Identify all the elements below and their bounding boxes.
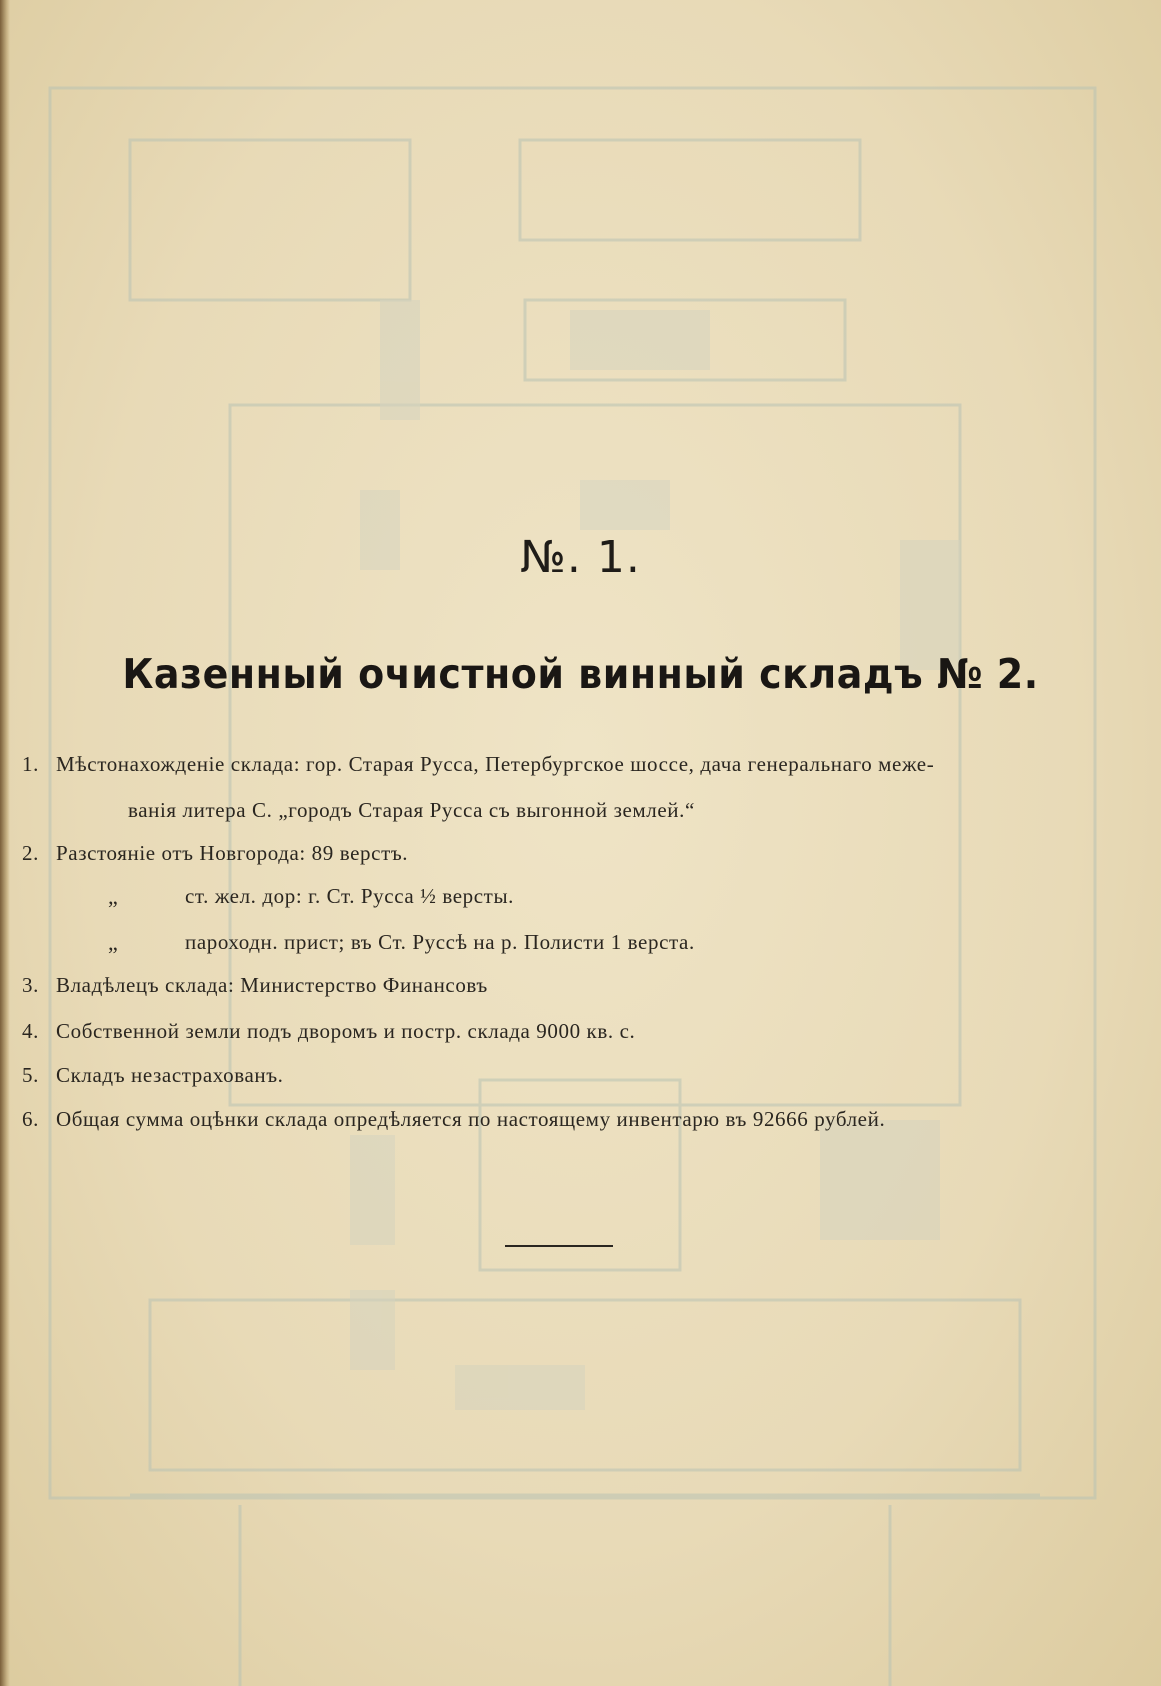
ditto-mark: „ bbox=[108, 930, 118, 955]
item-number: 3. bbox=[22, 973, 39, 997]
list-item bbox=[22, 1107, 885, 1132]
item-number: 6. bbox=[22, 1107, 39, 1131]
item-text: Складъ незастрахованъ. bbox=[56, 1063, 284, 1087]
item-text: Владѣлецъ склада: Министерство Финансовъ bbox=[56, 973, 488, 997]
list-item bbox=[22, 1063, 284, 1088]
item-text: Мѣстонахожденіе склада: гор. Старая Русса, Петербургское шоссе, дача генеральнаго меже- bbox=[56, 752, 935, 776]
list-item bbox=[22, 973, 488, 998]
list-item-continuation: ванія литера С. „городъ Старая Русса съ выгонной землей.“ bbox=[128, 798, 695, 822]
item-number: 5. bbox=[22, 1063, 39, 1087]
item-number: 4. bbox=[22, 1019, 39, 1043]
document-title: Казенный очистной винный складъ № 2. bbox=[122, 650, 1039, 698]
ditto-mark: „ bbox=[108, 884, 118, 909]
list-subitem: ст. жел. дор: г. Ст. Русса ½ версты. bbox=[185, 884, 515, 908]
list-subitem: пароходн. прист; въ Ст. Руссѣ на р. Полисти 1 верста. bbox=[185, 930, 695, 954]
item-text: Общая сумма оцѣнки склада опредѣляется по настоящему инвентарю въ 92666 рублей. bbox=[56, 1107, 886, 1131]
list-item bbox=[22, 1019, 635, 1044]
item-number: 1. bbox=[22, 752, 39, 776]
item-number: 2. bbox=[22, 841, 39, 865]
closing-rule bbox=[505, 1245, 613, 1247]
list-item bbox=[22, 752, 934, 777]
list-item bbox=[22, 841, 408, 866]
item-text: Собственной земли подъ дворомъ и постр. склада 9000 кв. с. bbox=[56, 1019, 636, 1043]
document-number: №. 1. bbox=[520, 532, 641, 583]
item-text: Разстояніе отъ Новгорода: 89 верстъ. bbox=[56, 841, 409, 865]
